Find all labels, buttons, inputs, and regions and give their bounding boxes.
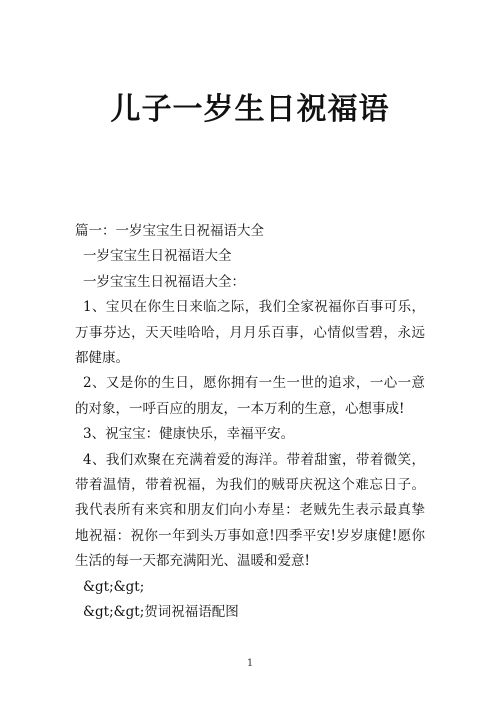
page-number: 1	[246, 658, 254, 669]
wish-item-4: 4、我们欢聚在充满着爱的海洋。带着甜蜜，带着微笑，带着温情，带着祝福，为我们的贼哥庆祝这个难忘日子。我代表所有来宾和朋友们向小寿星：老贼先生表示最真挚地祝福：祝你一年到头万事如意!四季平安!岁岁康健!愿你生活的每一天都充满阳光、温暖和爱意!	[75, 451, 425, 570]
wish-item-1: 1、宝贝在你生日来临之际，我们全家祝福你百事可乐，万事芬达，天天哇哈哈，月月乐百事，心情似雪碧，永远都健康。	[75, 299, 425, 367]
wish-item-3: 3、祝宝宝：健康快乐，幸福平安。	[83, 426, 295, 443]
subheading-colon: 一岁宝宝生日祝福语大全：	[83, 273, 245, 290]
image-caption: &gt;&gt;贺词祝福语配图	[83, 604, 239, 621]
document-title: 儿子一岁生日祝福语	[110, 92, 390, 127]
subheading: 一岁宝宝生日祝福语大全	[83, 248, 232, 265]
document-body	[75, 219, 425, 626]
section-heading: 篇一：一岁宝宝生日祝福语大全	[75, 223, 264, 239]
wish-item-2: 2、又是你的生日，愿你拥有一生一世的追求，一心一意的对象，一呼百应的朋友，一本万利的生意，心想事成!	[75, 375, 425, 417]
gt-marker: &gt;&gt;	[83, 578, 145, 595]
